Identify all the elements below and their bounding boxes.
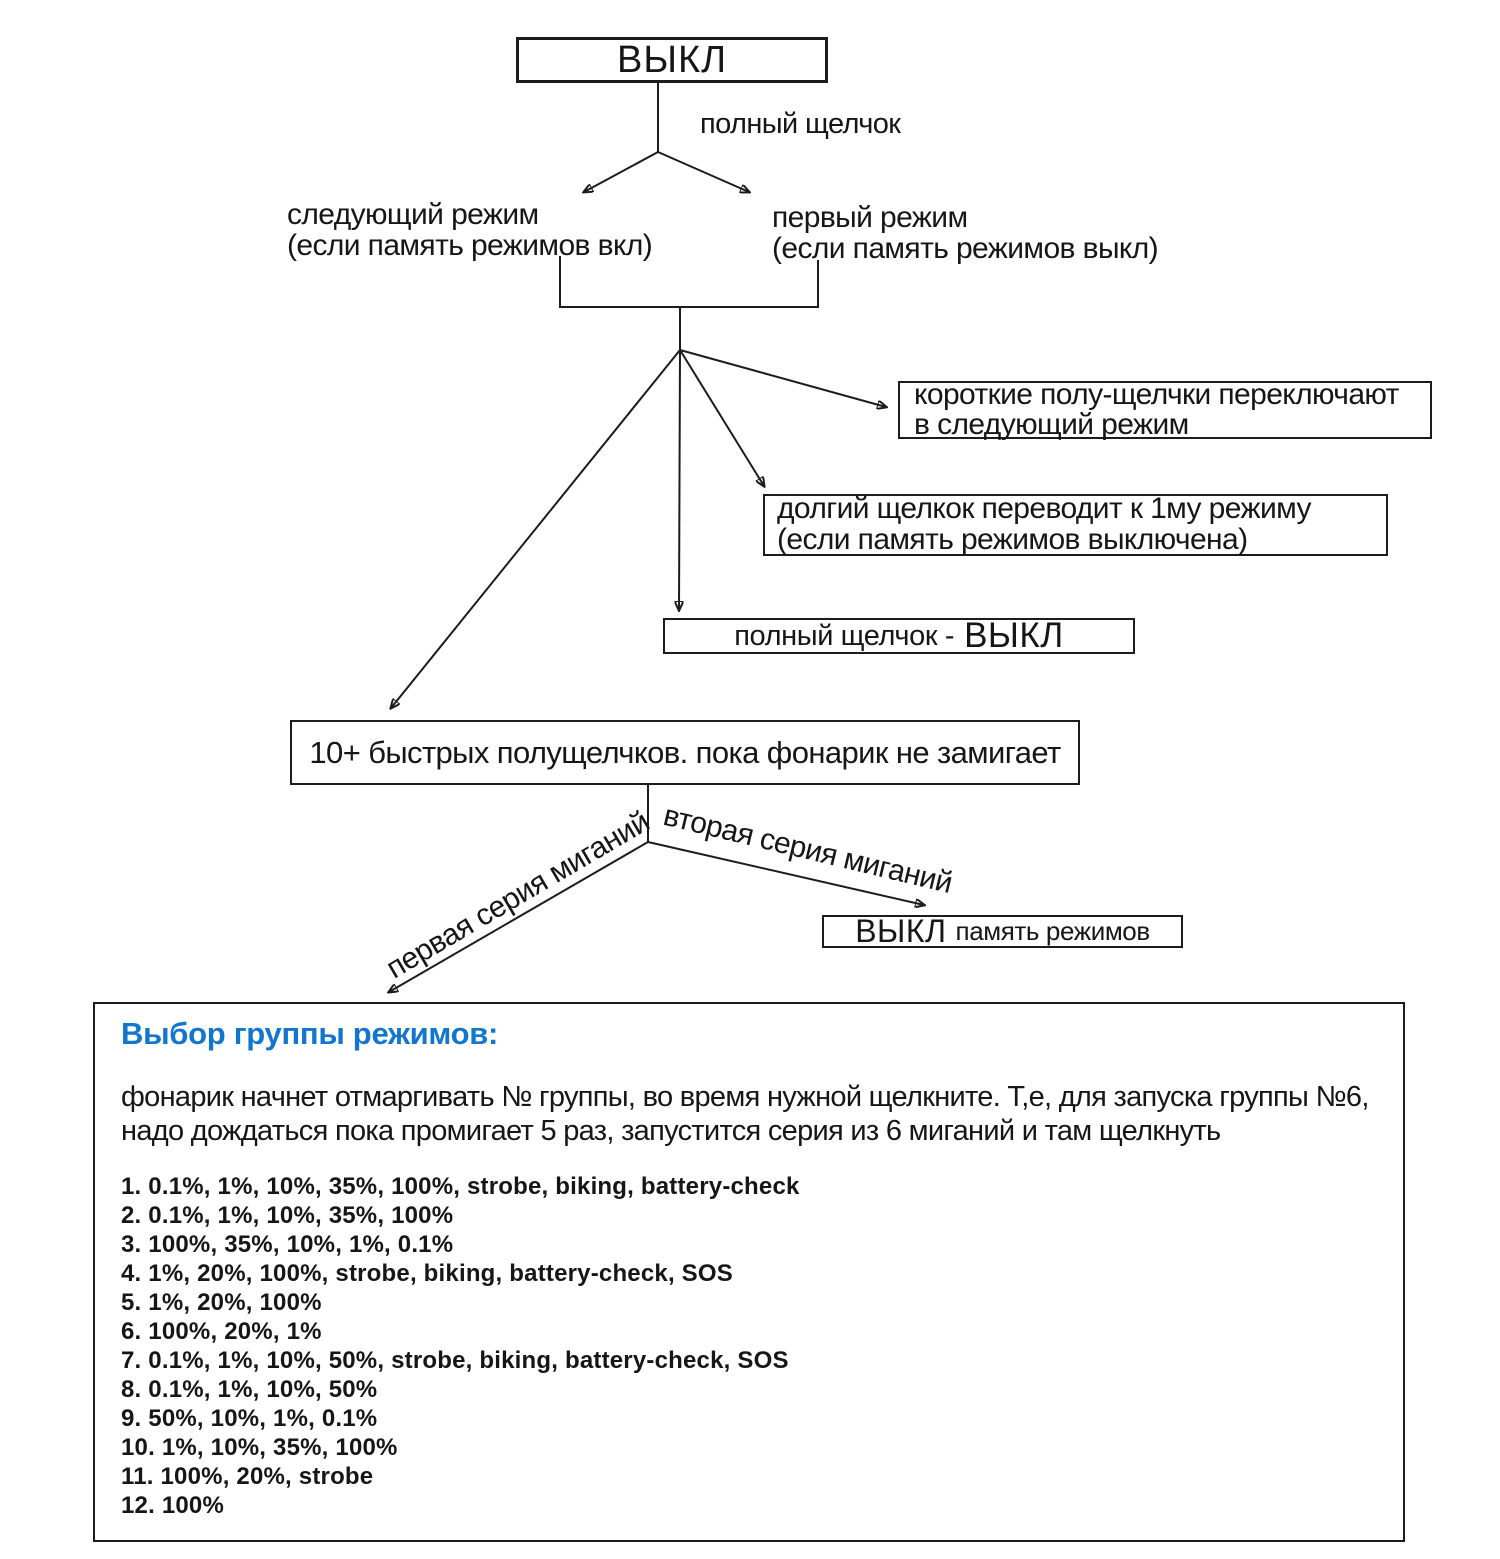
mode-group-item: 4. 1%, 20%, 100%, strobe, biking, battery-check, SOS [121, 1260, 733, 1288]
node-ten-plus-clicks-label: 10+ быстрых полущелчков. пока фонарик не замигает [309, 734, 1061, 770]
mode-group-item: 5. 1%, 20%, 100% [121, 1289, 322, 1317]
node-off [516, 37, 828, 83]
arrow-to-next-mode [584, 152, 658, 192]
arrow-to-full-click-off-box [679, 350, 680, 610]
node-long-click-line1: долгий щелкок переводит к 1му режиму [777, 492, 1311, 526]
arrow-to-ten-plus-box [391, 350, 680, 708]
edge-label-full-click: полный щелчок [700, 108, 901, 140]
mode-group-list [121, 1172, 1379, 1520]
node-next-mode-line1: следующий режим [287, 198, 539, 231]
node-off-mode-memory-strong: ВЫКЛ [855, 913, 947, 949]
node-full-click-off-text: полный щелчок - [734, 619, 955, 652]
arrow-first-series [389, 842, 648, 992]
node-off-mode-memory [822, 915, 1183, 948]
node-first-mode-line2: (если память режимов выкл) [772, 231, 1159, 265]
mode-group-item: 11. 100%, 20%, strobe [121, 1463, 374, 1491]
group-selection-panel [93, 1002, 1405, 1542]
node-full-click-off [663, 618, 1135, 654]
node-short-half-clicks [898, 378, 1432, 441]
mode-group-item: 7. 0.1%, 1%, 10%, 50%, strobe, biking, battery-check, SOS [121, 1347, 789, 1375]
arrow-to-first-mode [658, 152, 749, 192]
edge-label-first-blink-series: первая серия миганий [380, 805, 655, 986]
node-full-click-off-strong: ВЫКЛ [964, 616, 1064, 655]
node-long-click [763, 494, 1388, 556]
group-selection-title: Выбор группы режимов: [121, 1016, 499, 1051]
node-first-mode [772, 203, 1158, 264]
edge-label-second-blink-series: вторая серия миганий [660, 798, 956, 901]
node-first-mode-line1: первый режим [772, 201, 968, 234]
group-selection-description-line2: надо дождаться пока промигает 5 раз, запустится серия из 6 миганий и там щелкнуть [121, 1114, 1221, 1147]
node-long-click-line2: (если память режимов выключена) [777, 523, 1248, 556]
mode-group-item: 9. 50%, 10%, 1%, 0.1% [121, 1405, 378, 1433]
mode-group-item: 8. 0.1%, 1%, 10%, 50% [121, 1376, 378, 1404]
group-selection-description [121, 1081, 1379, 1148]
node-off-mode-memory-rest: память режимов [955, 916, 1150, 946]
mode-group-item: 10. 1%, 10%, 35%, 100% [121, 1434, 398, 1462]
mode-group-item: 3. 100%, 35%, 10%, 1%, 0.1% [121, 1231, 454, 1259]
node-short-half-clicks-line1: короткие полу-щелчки переключают [914, 378, 1399, 411]
mode-group-item: 6. 100%, 20%, 1% [121, 1318, 322, 1346]
node-off-label: ВЫКЛ [616, 38, 728, 81]
node-short-half-clicks-line2: в следующий режим [914, 408, 1189, 441]
mode-group-item: 1. 0.1%, 1%, 10%, 35%, 100%, strobe, biking, battery-check [121, 1173, 800, 1201]
group-selection-description-line1: фонарик начнет отмаргивать № группы, во время нужной щелкните. Т,е, для запуска группы №6, [121, 1081, 1369, 1113]
node-next-mode [287, 200, 652, 261]
node-ten-plus-clicks [290, 720, 1080, 785]
node-next-mode-line2: (если память режимов вкл) [287, 228, 653, 262]
mode-group-item: 12. 100% [121, 1492, 225, 1520]
mode-group-item: 2. 0.1%, 1%, 10%, 35%, 100% [121, 1202, 454, 1230]
